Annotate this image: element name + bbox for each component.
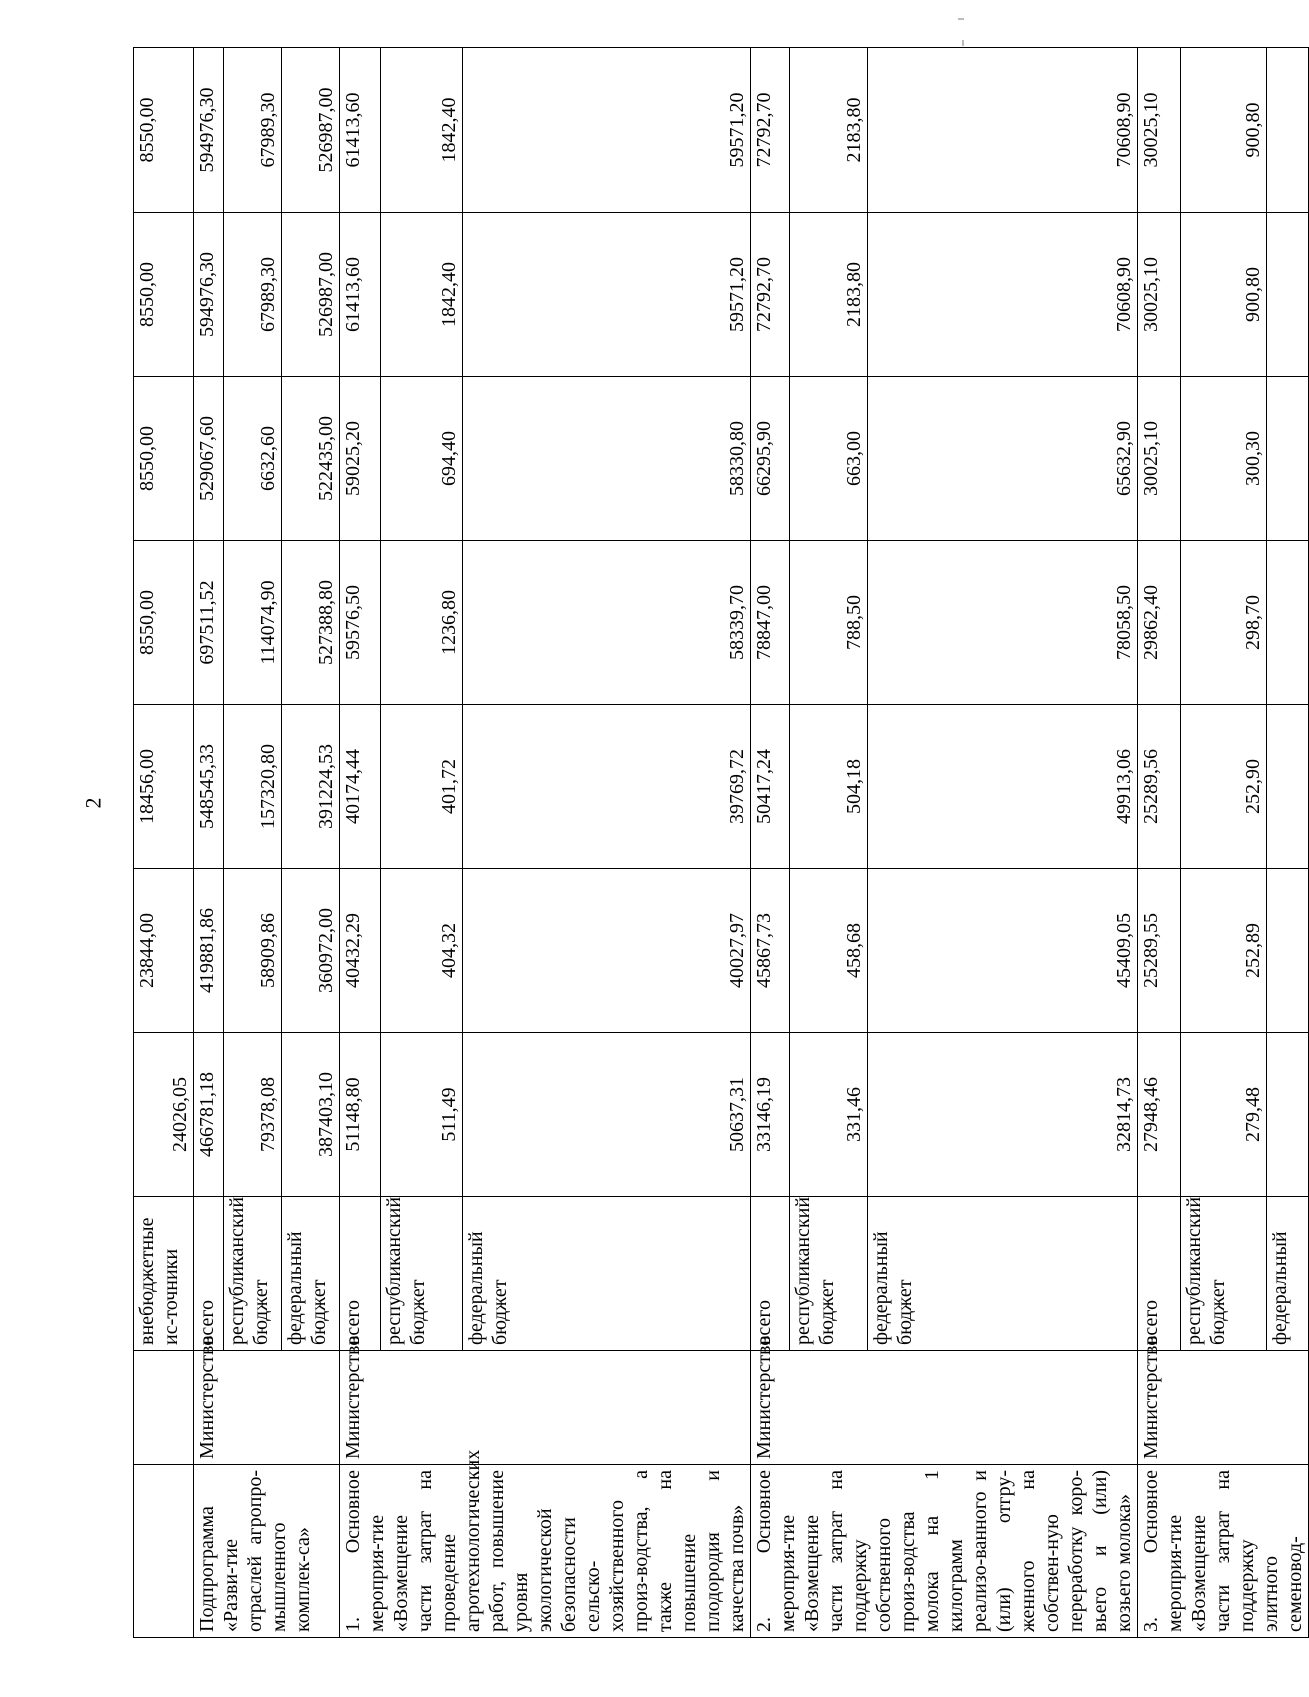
value-cell: 59025,20 xyxy=(340,377,381,541)
value-cell: 49913,06 xyxy=(867,705,1137,869)
value-cell xyxy=(1267,1033,1309,1197)
value-cell: 25289,56 xyxy=(1138,705,1181,869)
table-row xyxy=(751,48,790,1638)
value-cell: 59571,20 xyxy=(463,213,751,377)
source-cell: республиканский бюджет xyxy=(381,1197,463,1351)
value-cell: 404,32 xyxy=(381,869,463,1033)
value-cell: 67989,30 xyxy=(224,48,282,213)
value-cell: 50417,24 xyxy=(751,705,790,869)
source-cell: всего xyxy=(340,1197,381,1351)
value-cell: 45867,73 xyxy=(751,869,790,1033)
value-cell: 466781,18 xyxy=(194,1033,224,1197)
value-cell: 40174,44 xyxy=(340,705,381,869)
value-cell: 50637,31 xyxy=(463,1033,751,1197)
page-number: 2 xyxy=(80,797,106,809)
source-cell: федеральный бюджет xyxy=(463,1197,751,1351)
value-cell: 78058,50 xyxy=(867,541,1137,705)
table-row xyxy=(194,48,224,1638)
value-cell: 25289,55 xyxy=(1138,869,1181,1033)
value-cell: 2183,80 xyxy=(789,213,867,377)
value-cell: 72792,70 xyxy=(751,213,790,377)
value-cell: 66295,90 xyxy=(751,377,790,541)
value-cell: 30025,10 xyxy=(1138,48,1181,213)
source-cell: всего xyxy=(1138,1197,1181,1351)
table-row xyxy=(1138,48,1181,1638)
value-cell: 157320,80 xyxy=(224,705,282,869)
value-cell: 594976,30 xyxy=(194,48,224,213)
value-cell xyxy=(1267,377,1309,541)
executor-cell xyxy=(134,1351,194,1465)
value-cell: 6632,60 xyxy=(224,377,282,541)
value-cell: 30025,10 xyxy=(1138,213,1181,377)
value-cell: 900,80 xyxy=(1181,48,1267,213)
value-cell: 59576,50 xyxy=(340,541,381,705)
value-cell: 387403,10 xyxy=(282,1033,340,1197)
value-cell: 298,70 xyxy=(1181,541,1267,705)
value-cell xyxy=(1267,705,1309,869)
value-cell: 61413,60 xyxy=(340,213,381,377)
value-cell: 72792,70 xyxy=(751,48,790,213)
table-row xyxy=(340,48,381,1638)
value-cell: 788,50 xyxy=(789,541,867,705)
value-cell: 40432,29 xyxy=(340,869,381,1033)
value-cell: 51148,80 xyxy=(340,1033,381,1197)
value-cell: 526987,00 xyxy=(282,213,340,377)
value-cell: 58330,80 xyxy=(463,377,751,541)
budget-table xyxy=(133,47,1309,1638)
value-cell: 78847,00 xyxy=(751,541,790,705)
value-cell xyxy=(1267,48,1309,213)
value-cell: 1236,80 xyxy=(381,541,463,705)
value-cell: 33146,19 xyxy=(751,1033,790,1197)
value-cell: 29862,40 xyxy=(1138,541,1181,705)
value-cell: 331,46 xyxy=(789,1033,867,1197)
value-cell: 252,89 xyxy=(1181,869,1267,1033)
source-cell: республиканский бюджет xyxy=(224,1197,282,1351)
value-cell: 40027,97 xyxy=(463,869,751,1033)
source-cell: республиканский бюджет xyxy=(789,1197,867,1351)
executor-cell: Министерство xyxy=(1138,1351,1309,1465)
value-cell: 30025,10 xyxy=(1138,377,1181,541)
value-cell: 114074,90 xyxy=(224,541,282,705)
executor-cell: Министерство xyxy=(751,1351,1138,1465)
value-cell: 529067,60 xyxy=(194,377,224,541)
value-cell: 252,90 xyxy=(1181,705,1267,869)
value-cell: 18456,00 xyxy=(134,705,194,869)
value-cell: 594976,30 xyxy=(194,213,224,377)
value-cell: 8550,00 xyxy=(134,48,194,213)
value-cell: 8550,00 xyxy=(134,377,194,541)
value-cell: 401,72 xyxy=(381,705,463,869)
rotated-page xyxy=(133,48,1306,1638)
value-cell: 8550,00 xyxy=(134,213,194,377)
table-row xyxy=(134,48,194,1638)
scan-mark xyxy=(962,40,964,46)
program-cell: 1. Основное мероприя-тие «Возмещение части затрат на проведение агротехнологических работ, повышение уровня экологической безопасности сельско-хозяйственного произ-водства, а также на повышение плодородия и качества почв» xyxy=(340,1465,751,1638)
source-cell: республиканский бюджет xyxy=(1181,1197,1267,1351)
program-cell: 2. Основное мероприя-тие «Возмещение части затрат на поддержку собственного произ-водства молока на 1 килограмм реализо-ванного и (или) отгру-женного на собствен-ную переработку коро-вьего и (или) козьего молока» xyxy=(751,1465,1138,1638)
value-cell: 391224,53 xyxy=(282,705,340,869)
executor-cell: Министерство xyxy=(340,1351,751,1465)
value-cell: 504,18 xyxy=(789,705,867,869)
program-cell: 3. Основное мероприя-тие «Возмещение части затрат на поддержку элитного семеновод- xyxy=(1138,1465,1309,1638)
value-cell: 360972,00 xyxy=(282,869,340,1033)
source-cell: всего xyxy=(751,1197,790,1351)
value-cell: 79378,08 xyxy=(224,1033,282,1197)
value-cell: 45409,05 xyxy=(867,869,1137,1033)
value-cell: 39769,72 xyxy=(463,705,751,869)
value-cell: 58909,86 xyxy=(224,869,282,1033)
program-cell: Подпрограмма «Разви-тие отраслей агропро-мышленного комплек-са» xyxy=(194,1465,340,1638)
value-cell: 27948,46 xyxy=(1138,1033,1181,1197)
value-cell: 511,49 xyxy=(381,1033,463,1197)
source-cell: федеральный бюджет xyxy=(282,1197,340,1351)
source-cell: федеральный бюджет xyxy=(867,1197,1137,1351)
value-cell: 58339,70 xyxy=(463,541,751,705)
value-cell: 67989,30 xyxy=(224,213,282,377)
executor-cell: Министерство xyxy=(194,1351,340,1465)
value-cell: 900,80 xyxy=(1181,213,1267,377)
value-cell: 694,40 xyxy=(381,377,463,541)
value-cell: 522435,00 xyxy=(282,377,340,541)
value-cell: 458,68 xyxy=(789,869,867,1033)
value-cell: 8550,00 xyxy=(134,541,194,705)
source-cell: федеральный xyxy=(1267,1197,1309,1351)
value-cell: 663,00 xyxy=(789,377,867,541)
scan-mark xyxy=(958,18,964,20)
value-cell: 527388,80 xyxy=(282,541,340,705)
source-cell: всего xyxy=(194,1197,224,1351)
value-cell: 279,48 xyxy=(1181,1033,1267,1197)
value-cell: 526987,00 xyxy=(282,48,340,213)
value-cell: 59571,20 xyxy=(463,48,751,213)
value-cell: 697511,52 xyxy=(194,541,224,705)
value-cell: 32814,73 xyxy=(867,1033,1137,1197)
value-cell: 300,30 xyxy=(1181,377,1267,541)
value-cell: 24026,05 xyxy=(134,1033,194,1197)
value-cell xyxy=(1267,869,1309,1033)
value-cell: 70608,90 xyxy=(867,48,1137,213)
value-cell: 65632,90 xyxy=(867,377,1137,541)
program-cell xyxy=(134,1465,194,1638)
value-cell: 70608,90 xyxy=(867,213,1137,377)
value-cell: 1842,40 xyxy=(381,48,463,213)
value-cell: 2183,80 xyxy=(789,48,867,213)
value-cell xyxy=(1267,213,1309,377)
value-cell: 548545,33 xyxy=(194,705,224,869)
source-cell: внебюджетные ис-точники xyxy=(134,1197,194,1351)
value-cell: 23844,00 xyxy=(134,869,194,1033)
value-cell: 61413,60 xyxy=(340,48,381,213)
value-cell: 419881,86 xyxy=(194,869,224,1033)
value-cell xyxy=(1267,541,1309,705)
value-cell: 1842,40 xyxy=(381,213,463,377)
